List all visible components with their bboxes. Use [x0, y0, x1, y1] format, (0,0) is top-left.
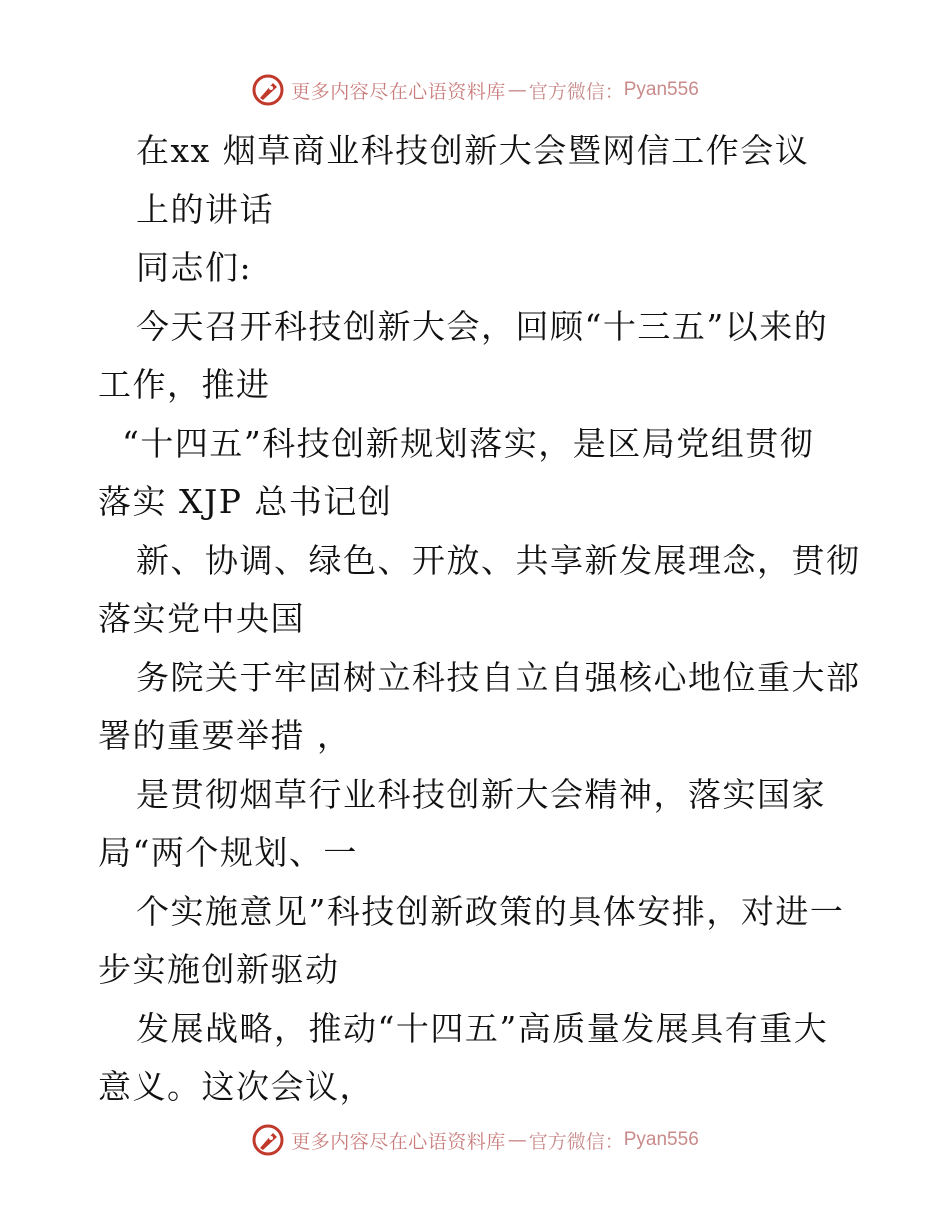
watermark-wechat-label: 官方微信：: [528, 1130, 624, 1153]
watermark-wechat-id: Pyan556: [623, 1129, 699, 1150]
body-line: 是贯彻烟草行业科技创新大会精神，落实国家: [136, 774, 826, 814]
body-line: 落实党中央国: [98, 599, 305, 638]
body-line: 个实施意见”科技创新政策的具体安排，对进一: [136, 891, 845, 931]
body-line: “十四五”科技创新规划落实，是区局党组贯彻: [122, 423, 815, 463]
body-line: 意义。这次会议，: [98, 1067, 374, 1106]
footer-watermark: [0, 1120, 950, 1160]
body-line: 落实 XJP 总书记创: [98, 482, 393, 521]
body-line: 工作，推进: [98, 365, 271, 404]
watermark-site-text: 更多内容尽在心语资料库: [291, 1130, 506, 1153]
body-line: 步实施创新驱动: [98, 950, 340, 989]
body-line: 署的重要举措 ，: [98, 716, 352, 755]
watermark-separator: —: [507, 79, 527, 101]
watermark-wechat-label: 官方微信：: [528, 80, 624, 103]
title-line-1: 在xx 烟草商业科技创新大会暨网信工作会议: [136, 131, 810, 170]
body-line: 发展战略，推动“十四五”高质量发展具有重大: [136, 1008, 829, 1048]
title-line-2: 上的讲话: [136, 189, 274, 229]
body-line: 务院关于牢固树立科技自立自强核心地位重大部: [136, 657, 861, 697]
body-line: 局“两个规划、一: [98, 833, 358, 872]
pen-nib-logo-icon: [251, 1123, 285, 1157]
header-watermark: [0, 70, 950, 110]
body-line: 今天召开科技创新大会，回顾“十三五”以来的: [136, 306, 829, 346]
watermark-wechat-id: Pyan556: [623, 79, 699, 100]
salutation: 同志们:: [136, 248, 253, 287]
body-line: 新、协调、绿色、开放、共享新发展理念，贯彻: [136, 540, 861, 580]
watermark-separator: —: [507, 1129, 527, 1151]
watermark-site-text: 更多内容尽在心语资料库: [291, 80, 506, 103]
document-body: [98, 122, 861, 1117]
pen-nib-logo-icon: [251, 73, 285, 107]
